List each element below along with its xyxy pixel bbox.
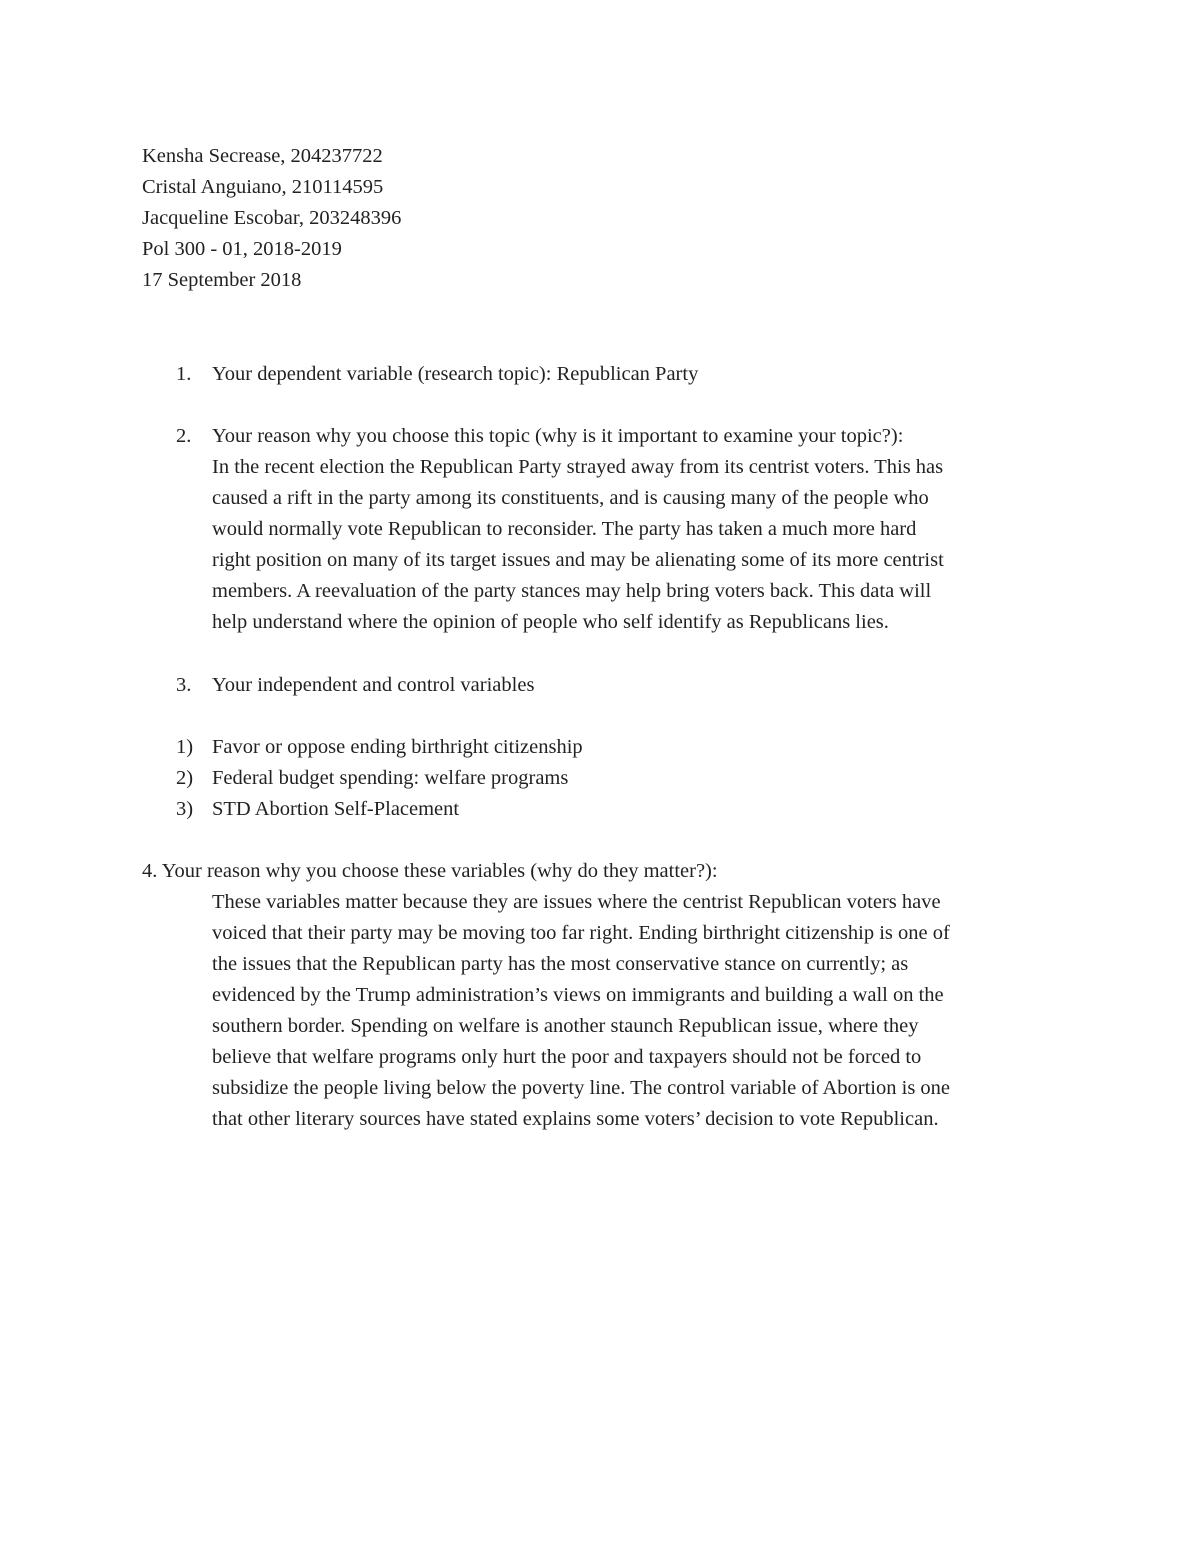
course-line: Pol 300 - 01, 2018-2019 — [142, 238, 342, 260]
question-2-number: 2. — [176, 425, 192, 447]
question-1-number: 1. — [176, 363, 192, 385]
question-1-text: Your dependent variable (research topic): Republican Party — [212, 363, 699, 385]
question-2-answer-line: would normally vote Republican to reconsider. The party has taken a much more hard — [212, 518, 917, 540]
question-4-answer-line: These variables matter because they are issues where the centrist Republican voters have — [212, 891, 941, 913]
variable-item: Favor or oppose ending birthright citizenship — [212, 736, 583, 758]
question-4-answer-line: believe that welfare programs only hurt the poor and taxpayers should not be forced to — [212, 1046, 922, 1068]
variable-number: 2) — [176, 767, 194, 789]
variable-item: Federal budget spending: welfare programs — [212, 767, 569, 789]
question-4-answer-line: evidenced by the Trump administration’s views on immigrants and building a wall on the — [212, 984, 944, 1006]
question-4-answer-line: that other literary sources have stated explains some voters’ decision to vote Republican. — [212, 1108, 939, 1130]
author-line-2: Cristal Anguiano, 210114595 — [142, 176, 384, 198]
author-line-3: Jacqueline Escobar, 203248396 — [142, 207, 402, 229]
author-line-1: Kensha Secrease, 204237722 — [142, 145, 383, 167]
date-line: 17 September 2018 — [142, 269, 302, 291]
question-2-answer-line: In the recent election the Republican Party strayed away from its centrist voters. This has — [212, 456, 944, 478]
variable-item: STD Abortion Self-Placement — [212, 798, 460, 820]
question-4-answer-line: southern border. Spending on welfare is another staunch Republican issue, where they — [212, 1015, 919, 1037]
question-3-text: Your independent and control variables — [212, 674, 535, 696]
question-2-answer-line: help understand where the opinion of people who self identify as Republicans lies. — [212, 611, 889, 633]
question-2-text: Your reason why you choose this topic (why is it important to examine your topic?): — [212, 425, 904, 447]
question-2-answer-line: right position on many of its target issues and may be alienating some of its more centrist — [212, 549, 944, 571]
question-3-number: 3. — [176, 674, 192, 696]
variable-number: 1) — [176, 736, 194, 758]
question-4-text: 4. Your reason why you choose these variables (why do they matter?): — [142, 860, 718, 882]
variable-number: 3) — [176, 798, 194, 820]
question-4-answer-line: voiced that their party may be moving too far right. Ending birthright citizenship is one of — [212, 922, 950, 944]
question-2-answer-line: caused a rift in the party among its constituents, and is causing many of the people who — [212, 487, 929, 509]
question-4-answer-line: the issues that the Republican party has the most conservative stance on currently; as — [212, 953, 909, 975]
question-4-answer-line: subsidize the people living below the poverty line. The control variable of Abortion is one — [212, 1077, 951, 1099]
question-2-answer-line: members. A reevaluation of the party stances may help bring voters back. This data will — [212, 580, 932, 602]
